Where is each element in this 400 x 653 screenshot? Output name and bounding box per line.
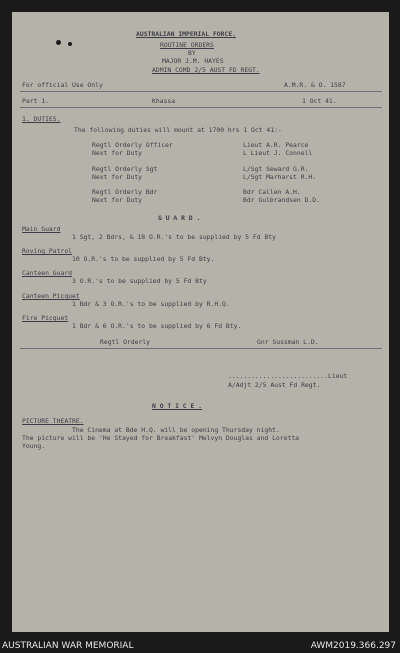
- section-heading: 1. DUTIES.: [22, 115, 61, 123]
- guard-title: Canteen Guard: [22, 269, 73, 277]
- guard-title: Main Guard: [22, 225, 61, 233]
- duty-name: Lieut A.R. Pearce: [243, 141, 309, 149]
- officer-name: MAJOR J.M. HAYES: [162, 57, 224, 65]
- footer-institution: AUSTRALIAN WAR MEMORIAL: [2, 641, 134, 651]
- signature-line: ..........................Lieut: [228, 372, 348, 380]
- guard-title: Canteen Picquet: [22, 292, 80, 300]
- guard-detail: 3 O.R.'s to be supplied by 5 Fd Bty: [72, 277, 207, 285]
- notice-text: The picture will be 'He Stayed for Breakfast' Melvyn Douglas and Loretta: [22, 434, 300, 442]
- duty-role: Regtl Orderly Officer: [92, 141, 173, 149]
- guard-detail: 1 Bdr & 3 O.R.'s to be supplied by R.H.Q.: [72, 300, 230, 308]
- part-label: Part 1.: [22, 97, 49, 105]
- punch-hole: [68, 42, 72, 46]
- notice-title: PICTURE THEATRE.: [22, 417, 84, 425]
- by-line: BY: [188, 49, 196, 57]
- archive-footer: [0, 640, 400, 653]
- official-use-label: For official Use Only: [22, 81, 103, 89]
- orderly-role: Regtl Orderly: [100, 338, 151, 346]
- guard-title: Roving Patrol: [22, 247, 73, 255]
- guard-title: Fire Picquet: [22, 314, 69, 322]
- divider: [20, 107, 382, 108]
- duty-name: L Lieut J. Connell: [243, 149, 313, 157]
- order-date: 1 Oct 41.: [302, 97, 337, 105]
- duty-role: Next for Duty: [92, 196, 143, 204]
- order-number: A.M.R. & O. 1587: [284, 81, 346, 89]
- duty-name: L/Sgt Marharst R.H.: [243, 173, 317, 181]
- document-title: AUSTRALIAN IMPERIAL FORCE.: [136, 30, 237, 38]
- footer-accession: AWM2019.366.297: [310, 641, 396, 651]
- guard-heading: G U A R D .: [158, 214, 201, 222]
- document-page: [12, 12, 389, 632]
- duty-role: Regtl Orderly Bdr: [92, 188, 158, 196]
- duty-role: Next for Duty: [92, 173, 143, 181]
- duty-role: Next for Duty: [92, 149, 143, 157]
- guard-detail: 1 Sgt, 2 Bdrs, & 18 O.R.'s to be supplied by 5 Fd Bty: [72, 233, 276, 241]
- duty-name: Bdr Callen A.H.: [243, 188, 301, 196]
- document-subtitle: ROUTINE ORDERS: [160, 41, 214, 49]
- notice-heading: N O T I C E .: [152, 402, 203, 410]
- duty-name: L/Sgt Seward G.R.: [243, 165, 309, 173]
- signature-title: A/Adjt 2/5 Aust Fd Regt.: [228, 381, 321, 389]
- punch-hole: [56, 40, 61, 45]
- notice-text: Young.: [22, 442, 46, 450]
- guard-detail: 1 Bdr & 6 O.R.'s to be supplied by 6 Fd Bty.: [72, 322, 242, 330]
- duty-role: Regtl Orderly Sgt: [92, 165, 158, 173]
- divider: [20, 91, 382, 92]
- duty-name: Bdr Gulbrandsen D.D.: [243, 196, 320, 204]
- duties-intro: The following duties will mount at 1700 hrs 1 Oct 41:-: [74, 126, 282, 134]
- unit-name: ADMIN COMD 2/5 AUST FD REGT.: [152, 66, 260, 74]
- divider: [20, 348, 382, 349]
- orderly-name: Gnr Sussman L.D.: [257, 338, 319, 346]
- notice-text: The Cinema at Bde H.Q. will be opening Thursday night.: [72, 426, 280, 434]
- location: Khassa: [152, 97, 176, 105]
- guard-detail: 10 O.R.'s to be supplied by 5 Fd Bty.: [72, 255, 215, 263]
